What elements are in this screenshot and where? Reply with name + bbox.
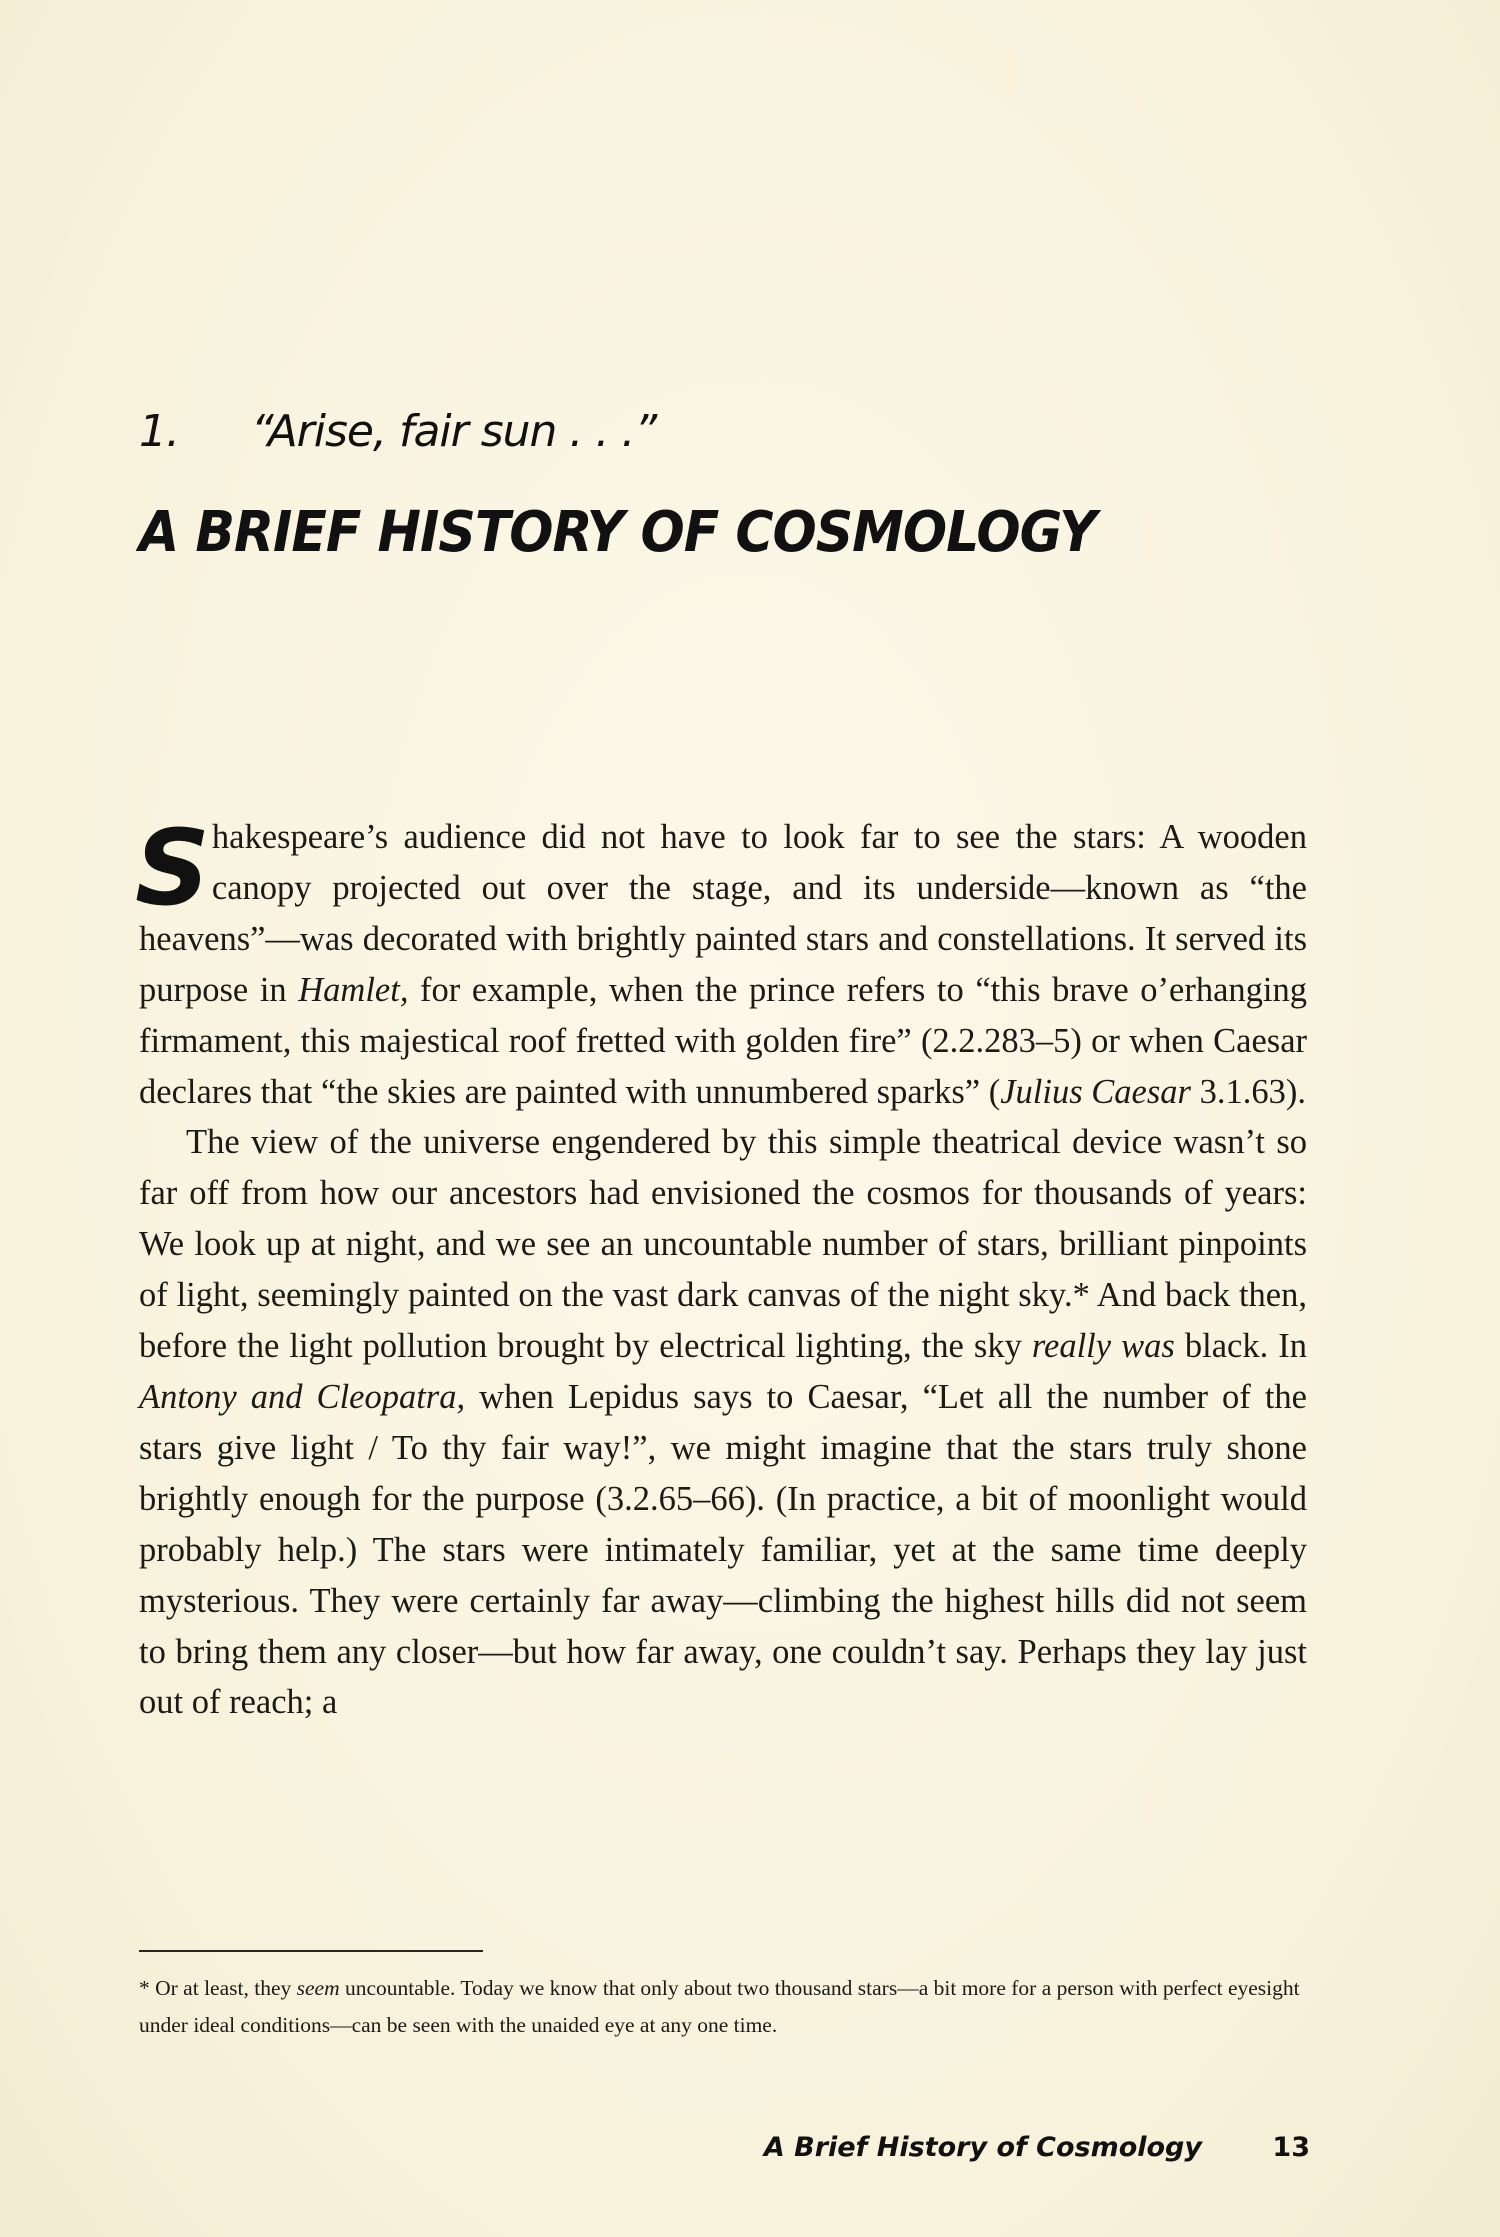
paragraph-2-text-a: The view of the universe engendered by this simple theatrical device wasn’t so far off from how our ancestors had envisioned the cosmos for thousands of years: We look up at night, and we see an uncountable number of stars, brilliant pinpoints of light, seemingly painted on the vast dark canvas of the night sky.* And back then, before the light pollution brought by electrical lighting, the sky: [139, 1123, 1307, 1366]
chapter-heading: [139, 406, 656, 457]
chapter-title: A BRIEF HISTORY OF COSMOLOGY: [139, 500, 1096, 565]
footnote-emphasis: seem: [296, 1976, 340, 2000]
antony-cleopatra-title: Antony and Cleopatra,: [139, 1377, 466, 1416]
body-text: [135, 807, 1307, 1728]
chapter-number: 1.: [139, 406, 179, 457]
emphasis-really-was: really was: [1031, 1327, 1175, 1366]
running-title: A Brief History of Cosmology: [763, 2132, 1202, 2163]
footnote-divider: [139, 1950, 483, 1952]
paragraph-2: [139, 1117, 1307, 1728]
chapter-epigraph: “Arise, fair sun . . .”: [251, 406, 657, 457]
paragraph-1-text-c: 3.1.63).: [1190, 1072, 1306, 1111]
footnote-text: [139, 1970, 1307, 2044]
footnote-text-a: * Or at least, they: [139, 1976, 297, 2000]
paragraph-1-text-b: for example, when the prince refers to “this brave o’erhanging firmament, this majestical roof fretted with golden fire” (2.2.283–5) or when Caesar declares that “the skies are painted with unnumbered sparks” (: [139, 970, 1307, 1111]
julius-caesar-title: Julius Caesar: [1000, 1072, 1191, 1111]
paragraph-2-text-b: black. In: [1174, 1327, 1307, 1366]
page-number: 13: [1272, 2132, 1310, 2163]
running-footer: [0, 2128, 1500, 2178]
paragraph-1: [135, 807, 1307, 1117]
hamlet-title: Hamlet,: [298, 970, 409, 1009]
footnote: [139, 1970, 1307, 2044]
footnote-text-b: uncountable. Today we know that only about two thousand stars—a bit more for a person with perfect eyesight under ideal conditions—can be seen with the unaided eye at any one time.: [139, 1976, 1300, 2037]
paragraph-1-text-a: hakespeare’s audience did not have to look far to see the stars: A wooden canopy projected out over the stage, and its underside—known as “the heavens”—was decorated with brightly painted stars and constellations. It served its purpose in: [139, 818, 1307, 1009]
drop-cap: S: [135, 807, 210, 929]
paragraph-2-text-c: when Lepidus says to Caesar, “Let all the number of the stars give light / To thy fair way!”, we might imagine that the stars truly shone brightly enough for the purpose (3.2.65–66). (In practice, a bit of moonlight would probably help.) The stars were intimately familiar, yet at the same time deeply mysterious. They were certainly far away—climbing the highest hills did not seem to bring them any closer—but how far away, one couldn’t say. Perhaps they lay just out of reach; a: [139, 1377, 1307, 1722]
